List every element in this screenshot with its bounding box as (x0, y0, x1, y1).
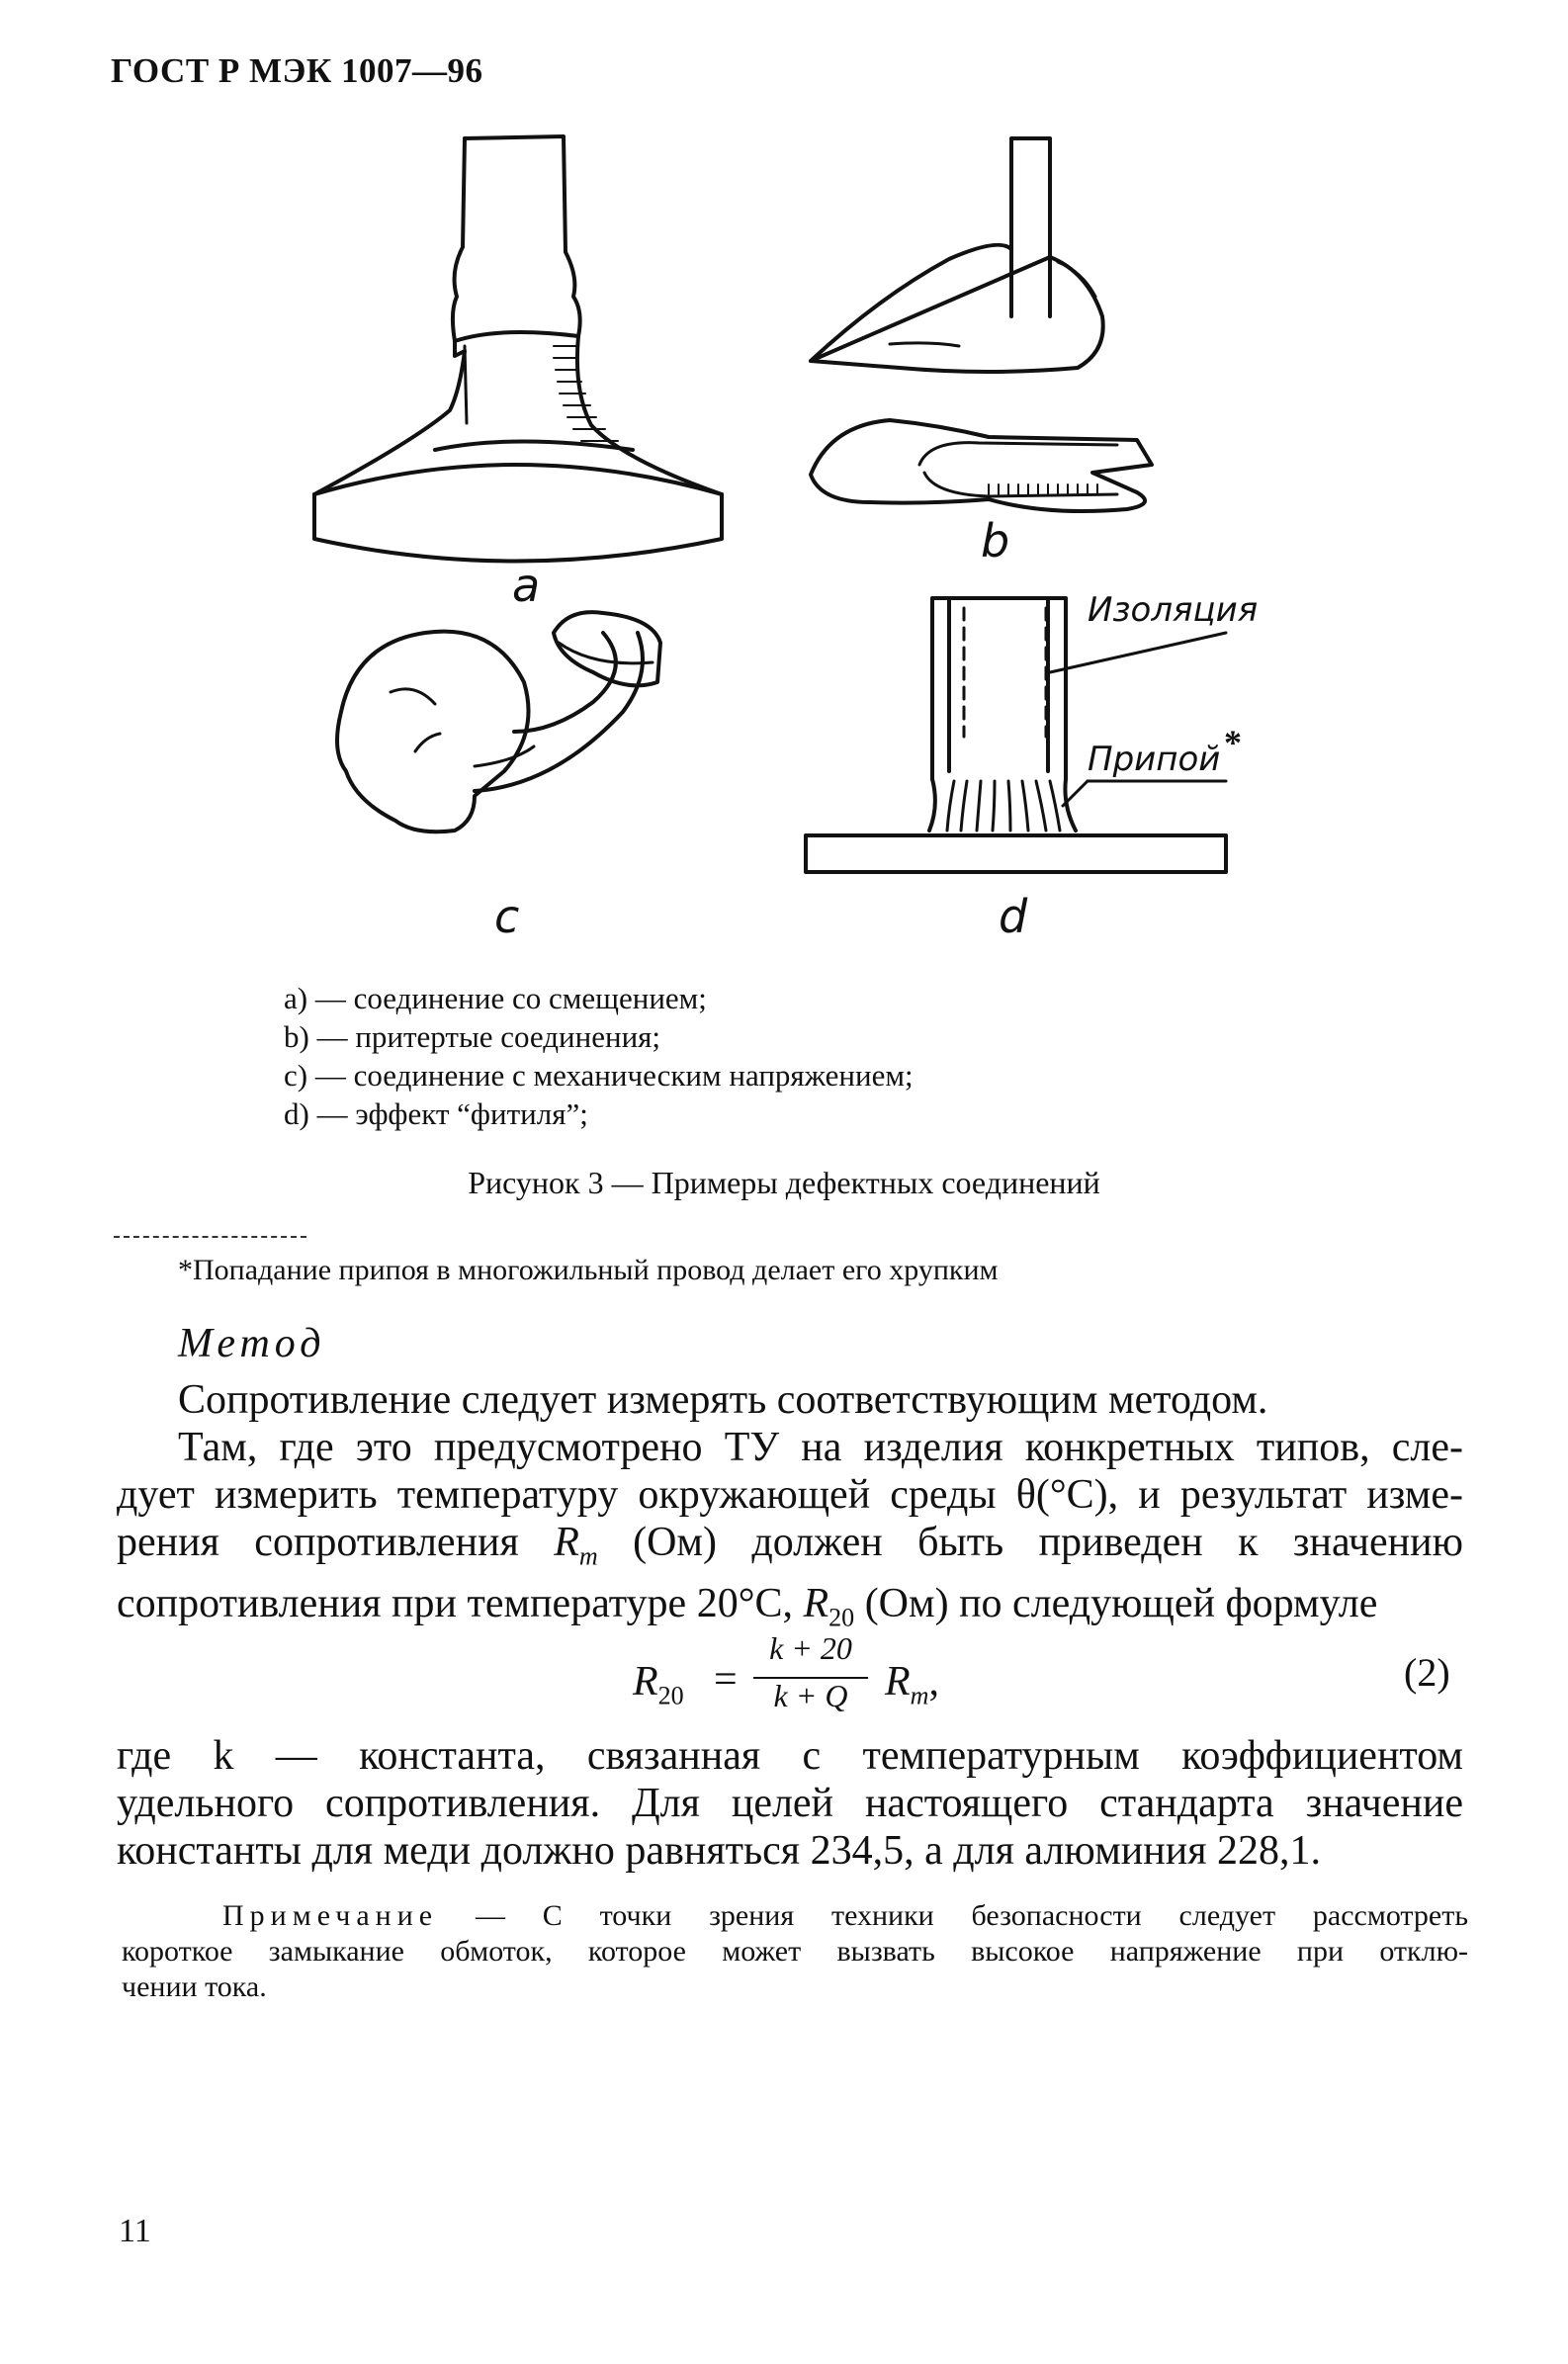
method-line-1: Сопротивление следует измерять соответствующим методом. (178, 1377, 1268, 1423)
formula-symbol-R: R (633, 1659, 658, 1705)
symbol-R: R (554, 1520, 579, 1565)
formula-subscript: 20 (657, 1681, 684, 1710)
footnote-divider (114, 1236, 306, 1238)
constant-paragraph (117, 1732, 1463, 1875)
panel-label-c: c (494, 890, 520, 943)
paragraph-line (117, 1519, 1463, 1580)
equation-number: (2) (1404, 1650, 1450, 1695)
formula-symbol-R: R (885, 1659, 911, 1705)
panel-c-drawing (337, 612, 660, 832)
formula-denominator: k + Q (773, 1678, 848, 1713)
text-fragment: — С точки зрения техники безопасности следует рассмотреть (475, 1899, 1469, 1932)
note-line: короткое замыкание обмоток, которое может вызвать высокое напряжение при отклю- (122, 1935, 1468, 1968)
legend-item-b: b) — притертые соединения; (284, 1019, 661, 1054)
method-heading: Метод (178, 1321, 326, 1366)
note-block-cont (122, 1934, 1468, 2005)
paragraph-line: константы для меди должно равняться 234,5, а для алюминия 228,1. (117, 1828, 1322, 1874)
symbol-R: R (803, 1581, 829, 1627)
footnote: *Попадание припоя в многожильный провод делает его хрупким (178, 1254, 999, 1286)
note-label: Примечание (222, 1899, 439, 1932)
panel-label-a: a (512, 559, 541, 612)
figure-3-drawings (0, 0, 1568, 989)
text-fragment: рения сопротивления (117, 1520, 519, 1565)
symbol-m: m (578, 1541, 598, 1571)
panel-b-drawing (811, 138, 1152, 511)
formula-lhs (633, 1658, 684, 1710)
text-fragment: (Ом) должен быть приведен к значению (633, 1520, 1463, 1565)
figure-caption: Рисунок 3 — Примеры дефектных соединений (468, 1165, 1100, 1200)
legend-item-a: а) — соединение со смещением; (284, 981, 707, 1015)
symbol-20: 20 (828, 1603, 855, 1632)
paragraph-line: удельного сопротивления. Для целей настоящего стандарта значение (117, 1781, 1463, 1826)
note-line: чении тока. (122, 1970, 267, 2003)
method-paragraph (117, 1424, 1463, 1642)
paragraph-line: Там, где это предусмотрено ТУ на изделия конкретных типов, сле- (178, 1425, 1463, 1470)
panel-label-b: b (981, 514, 1010, 568)
text-fragment: сопротивления при температуре 20°С, (117, 1581, 793, 1627)
page-number: 11 (119, 2213, 151, 2249)
formula-subscript: m (910, 1681, 929, 1710)
formula-rhs (885, 1658, 939, 1710)
panel-a-drawing (314, 136, 722, 562)
formula-comma: , (928, 1659, 939, 1705)
note-line (222, 1898, 1468, 1934)
document-header: ГОСТ Р МЭК 1007—96 (111, 51, 483, 90)
solder-label: Припой (1088, 740, 1221, 779)
panel-d-drawing (806, 598, 1226, 872)
insulation-label: Изоляция (1088, 590, 1259, 630)
legend-item-c: с) — соединение с механическим напряжением; (284, 1058, 914, 1093)
solder-asterisk: * (1224, 723, 1242, 762)
legend-item-d: d) — эффект “фитиля”; (284, 1096, 588, 1131)
panel-label-d: d (999, 890, 1028, 943)
note-block (222, 1898, 1468, 1934)
paragraph-line: где k — константа, связанная с температурным коэффициентом (117, 1733, 1463, 1779)
paragraph-line: дует измерить температуру окружающей среды θ(°С), и результат изме- (117, 1472, 1463, 1518)
formula-numerator: k + 20 (769, 1630, 852, 1666)
text-fragment: (Ом) по следующей формуле (864, 1581, 1378, 1627)
formula-equals: = (714, 1657, 738, 1703)
formula-2 (633, 1630, 989, 1725)
